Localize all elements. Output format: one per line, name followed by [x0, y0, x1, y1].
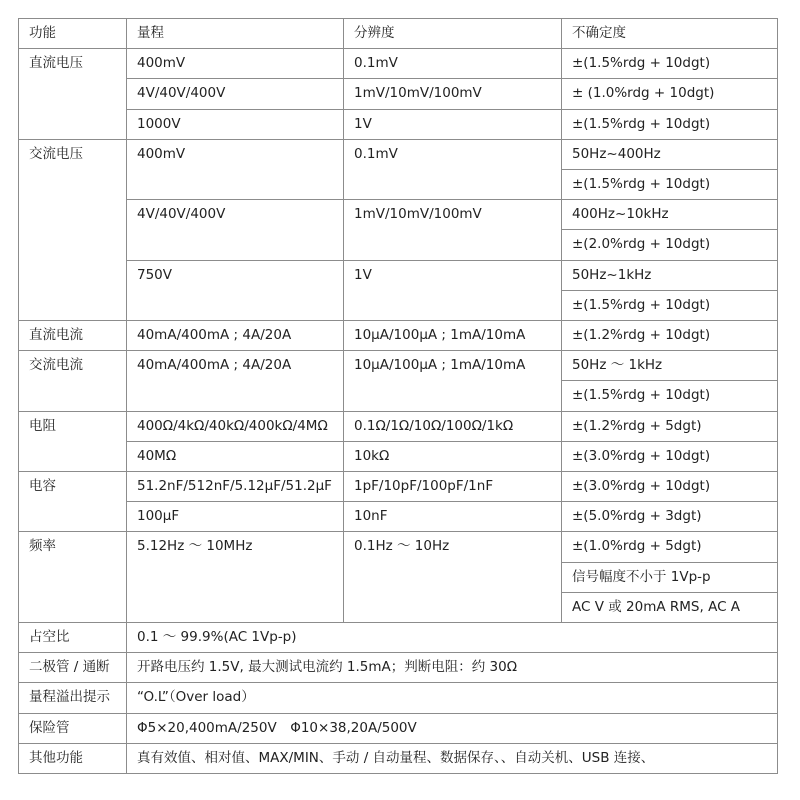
table-row [19, 683, 778, 713]
table-row [19, 713, 778, 743]
range-cell: 40MΩ [127, 441, 344, 471]
function-label: 直流电压 [19, 49, 127, 140]
resolution-cell: 0.1Ω/1Ω/10Ω/100Ω/1kΩ [344, 411, 562, 441]
uncertainty-note: AC V 或 20mA RMS, AC A [562, 592, 778, 622]
resolution-cell: 0.1mV [344, 139, 562, 199]
function-label: 量程溢出提示 [19, 683, 127, 713]
value-cell: 0.1 ～ 99.9%(AC 1Vp-p) [127, 623, 778, 653]
uncertainty-cell: ±(1.2%rdg + 10dgt) [562, 321, 778, 351]
table-row [19, 260, 778, 290]
value-cell: 开路电压约 1.5V, 最大测试电流约 1.5mA；判断电阻：约 30Ω [127, 653, 778, 683]
frequency-range-cell: 400Hz~10kHz [562, 200, 778, 230]
header-uncertainty: 不确定度 [562, 19, 778, 49]
function-label: 二极管 / 通断 [19, 653, 127, 683]
function-label: 交流电流 [19, 351, 127, 411]
frequency-range-cell: 50Hz~400Hz [562, 139, 778, 169]
function-label: 频率 [19, 532, 127, 623]
resolution-cell: 0.1Hz ～ 10Hz [344, 532, 562, 623]
resolution-cell: 10μA/100μA ; 1mA/10mA [344, 351, 562, 411]
header-row [19, 19, 778, 49]
uncertainty-cell: ±(3.0%rdg + 10dgt) [562, 441, 778, 471]
header-range: 量程 [127, 19, 344, 49]
function-label: 其他功能 [19, 743, 127, 773]
uncertainty-cell: ±(1.5%rdg + 10dgt) [562, 170, 778, 200]
spec-table [18, 18, 778, 774]
table-row [19, 623, 778, 653]
uncertainty-cell: ±(1.5%rdg + 10dgt) [562, 109, 778, 139]
resolution-cell: 1mV/10mV/100mV [344, 200, 562, 260]
uncertainty-cell: ±(1.5%rdg + 10dgt) [562, 49, 778, 79]
range-cell: 100μF [127, 502, 344, 532]
frequency-range-cell: 50Hz~1kHz [562, 260, 778, 290]
function-label: 电阻 [19, 411, 127, 471]
table-row [19, 200, 778, 230]
header-resolution: 分辨度 [344, 19, 562, 49]
table-row [19, 653, 778, 683]
table-row [19, 139, 778, 169]
function-label: 直流电流 [19, 321, 127, 351]
resolution-cell: 1V [344, 260, 562, 320]
resolution-cell: 10nF [344, 502, 562, 532]
table-row [19, 351, 778, 381]
uncertainty-note: 信号幅度不小于 1Vp-p [562, 562, 778, 592]
range-cell: 4V/40V/400V [127, 200, 344, 260]
function-label: 占空比 [19, 623, 127, 653]
table-row [19, 321, 778, 351]
uncertainty-cell: ±(1.5%rdg + 10dgt) [562, 381, 778, 411]
range-cell: 51.2nF/512nF/5.12μF/51.2μF [127, 472, 344, 502]
range-cell: 400mV [127, 49, 344, 79]
range-cell: 750V [127, 260, 344, 320]
range-cell: 400mV [127, 139, 344, 199]
value-cell: “O.L”（Over load） [127, 683, 778, 713]
table-row [19, 79, 778, 109]
function-label: 电容 [19, 472, 127, 532]
table-row [19, 472, 778, 502]
resolution-cell: 1pF/10pF/100pF/1nF [344, 472, 562, 502]
resolution-cell: 1mV/10mV/100mV [344, 79, 562, 109]
table-row [19, 502, 778, 532]
resolution-cell: 0.1mV [344, 49, 562, 79]
resolution-cell: 10μA/100μA ; 1mA/10mA [344, 321, 562, 351]
range-cell: 4V/40V/400V [127, 79, 344, 109]
table-row [19, 109, 778, 139]
uncertainty-cell: ±(5.0%rdg + 3dgt) [562, 502, 778, 532]
header-function: 功能 [19, 19, 127, 49]
resolution-cell: 1V [344, 109, 562, 139]
table-row [19, 441, 778, 471]
range-cell: 400Ω/4kΩ/40kΩ/400kΩ/4MΩ [127, 411, 344, 441]
table-row [19, 411, 778, 441]
uncertainty-cell: ±(1.5%rdg + 10dgt) [562, 290, 778, 320]
value-cell: Φ5×20,400mA/250V Φ10×38,20A/500V [127, 713, 778, 743]
value-cell: 真有效值、相对值、MAX/MIN、手动 / 自动量程、数据保存、、自动关机、USB 连接、 [127, 743, 778, 773]
range-cell: 5.12Hz ～ 10MHz [127, 532, 344, 623]
uncertainty-cell: ± (1.0%rdg + 10dgt) [562, 79, 778, 109]
range-cell: 40mA/400mA ; 4A/20A [127, 321, 344, 351]
function-label: 保险管 [19, 713, 127, 743]
table-row [19, 49, 778, 79]
function-label: 交流电压 [19, 139, 127, 320]
table-row [19, 743, 778, 773]
range-cell: 1000V [127, 109, 344, 139]
resolution-cell: 10kΩ [344, 441, 562, 471]
uncertainty-cell: ±(2.0%rdg + 10dgt) [562, 230, 778, 260]
range-cell: 40mA/400mA ; 4A/20A [127, 351, 344, 411]
frequency-range-cell: 50Hz ～ 1kHz [562, 351, 778, 381]
uncertainty-cell: ±(1.2%rdg + 5dgt) [562, 411, 778, 441]
uncertainty-cell: ±(1.0%rdg + 5dgt) [562, 532, 778, 562]
uncertainty-cell: ±(3.0%rdg + 10dgt) [562, 472, 778, 502]
table-row [19, 532, 778, 562]
